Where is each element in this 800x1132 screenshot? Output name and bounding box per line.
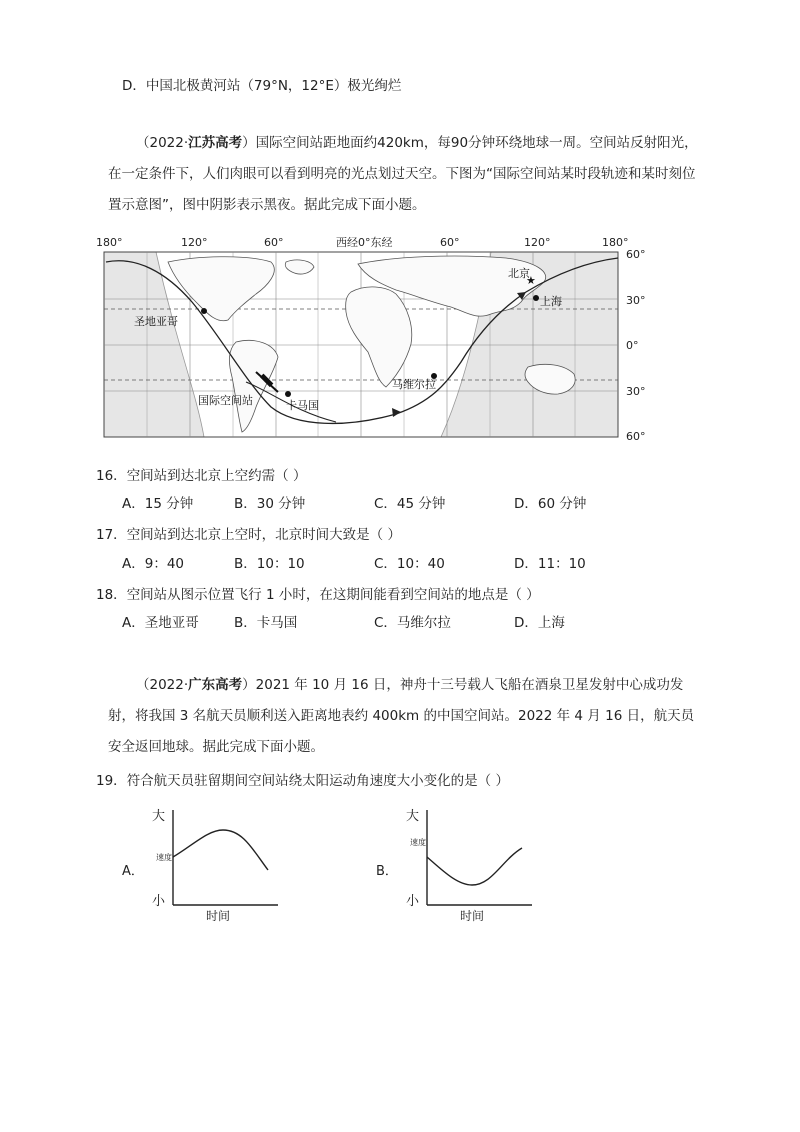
map-label-top-120w: 120°: [181, 236, 208, 249]
graph-b-label: B．: [376, 864, 398, 879]
graph-b-y-axis-label: 速度: [410, 838, 426, 847]
question-intro-guangdong: （2022·广东高考）2021 年 10 月 16 日，神舟十三号载人飞船在酒泉卫星发射中心成功发射，将我国 3 名航天员顺利送入距离地表约 400km 的中国空间站。2022 年 4 月 16 日，航天员安全返回地球。据此完成下面小题。: [108, 677, 695, 755]
q16-option-a[interactable]: A．15 分钟: [122, 496, 194, 512]
graph-a-curve: [173, 830, 268, 870]
greenland: [285, 260, 314, 274]
label-beijing: 北京: [508, 267, 530, 280]
question-17: 17．空间站到达北京上空时，北京时间大致是（ ）: [96, 527, 401, 543]
question-18: 18．空间站从图示位置飞行 1 小时，在这期间能看到空间站的地点是（ ）: [96, 587, 540, 603]
graph-b-y-bottom: 小: [406, 894, 420, 909]
graph-a[interactable]: [118, 800, 288, 925]
q16-option-d[interactable]: D．60 分钟: [514, 496, 587, 512]
question-16: 16．空间站到达北京上空约需（ ）: [96, 468, 307, 484]
iss-orbit-map: [96, 232, 656, 447]
map-label-top-120e: 120°: [524, 236, 551, 249]
q17-option-a[interactable]: A．9：40: [122, 556, 185, 572]
africa: [346, 287, 412, 387]
q16-option-c[interactable]: C．45 分钟: [374, 496, 446, 512]
map-label-top-180e: 180°: [602, 236, 629, 249]
label-station: 国际空间站: [198, 394, 253, 407]
graph-a-y-axis-label: 速度: [156, 853, 172, 862]
q16-option-b[interactable]: B．30 分钟: [234, 496, 306, 512]
graph-a-y-bottom: 小: [152, 894, 166, 909]
north-america: [168, 257, 274, 321]
graph-a-label: A．: [122, 864, 144, 879]
label-santiago: 圣地亚哥: [134, 315, 178, 328]
question-19: 19．符合航天员驻留期间空间站绕太阳运动角速度大小变化的是（ ）: [96, 773, 509, 789]
map-label-right-0: 0°: [626, 339, 639, 352]
q18-option-d[interactable]: D．上海: [514, 615, 565, 631]
q18-option-b[interactable]: B．卡马国: [234, 615, 298, 631]
map-label-top-180w: 180°: [96, 236, 123, 249]
beijing-star: ★: [526, 274, 536, 287]
label-shanghai: 上海: [540, 295, 562, 308]
map-label-right-30n: 30°: [626, 294, 646, 307]
graph-b-x-axis-label: 时间: [460, 909, 485, 923]
map-label-top-60w: 60°: [264, 236, 284, 249]
graph-b-y-top: 大: [406, 809, 420, 824]
graph-a-x-axis-label: 时间: [206, 909, 231, 923]
graph-a-y-top: 大: [152, 809, 166, 824]
santiago-dot: [201, 308, 207, 314]
map-label-top-0: 西经0°东经: [336, 236, 393, 249]
map-label-right-30s: 30°: [626, 385, 646, 398]
map-label-top-60e: 60°: [440, 236, 460, 249]
q18-option-a[interactable]: A．圣地亚哥: [122, 615, 199, 631]
orbit-arrow: [392, 408, 401, 417]
kamaguo-dot: [285, 391, 291, 397]
label-kamaguo: 卡马国: [286, 399, 319, 412]
q17-option-d[interactable]: D．11：10: [514, 556, 586, 572]
map-label-right-60s: 60°: [626, 430, 646, 443]
map-label-right-60n: 60°: [626, 248, 646, 261]
q17-option-b[interactable]: B．10：10: [234, 556, 305, 572]
graph-b[interactable]: [372, 800, 542, 925]
graph-b-curve: [427, 848, 522, 885]
q17-option-c[interactable]: C．10：40: [374, 556, 445, 572]
previous-option-d: D．中国北极黄河站（79°N，12°E）极光绚烂: [122, 78, 402, 94]
label-maveil: 马维尔拉: [392, 378, 436, 391]
shanghai-dot: [533, 295, 539, 301]
q18-option-c[interactable]: C．马维尔拉: [374, 615, 451, 631]
question-intro-jiangsu: （2022·江苏高考）国际空间站距地面约420km，每90分钟环绕地球一周。空间站反射阳光，在一定条件下，人们肉眼可以看到明亮的光点划过天空。下图为“国际空间站某时段轨迹和某时刻位置示意图”，图中阴影表示黑夜。据此完成下面小题。: [108, 135, 698, 213]
